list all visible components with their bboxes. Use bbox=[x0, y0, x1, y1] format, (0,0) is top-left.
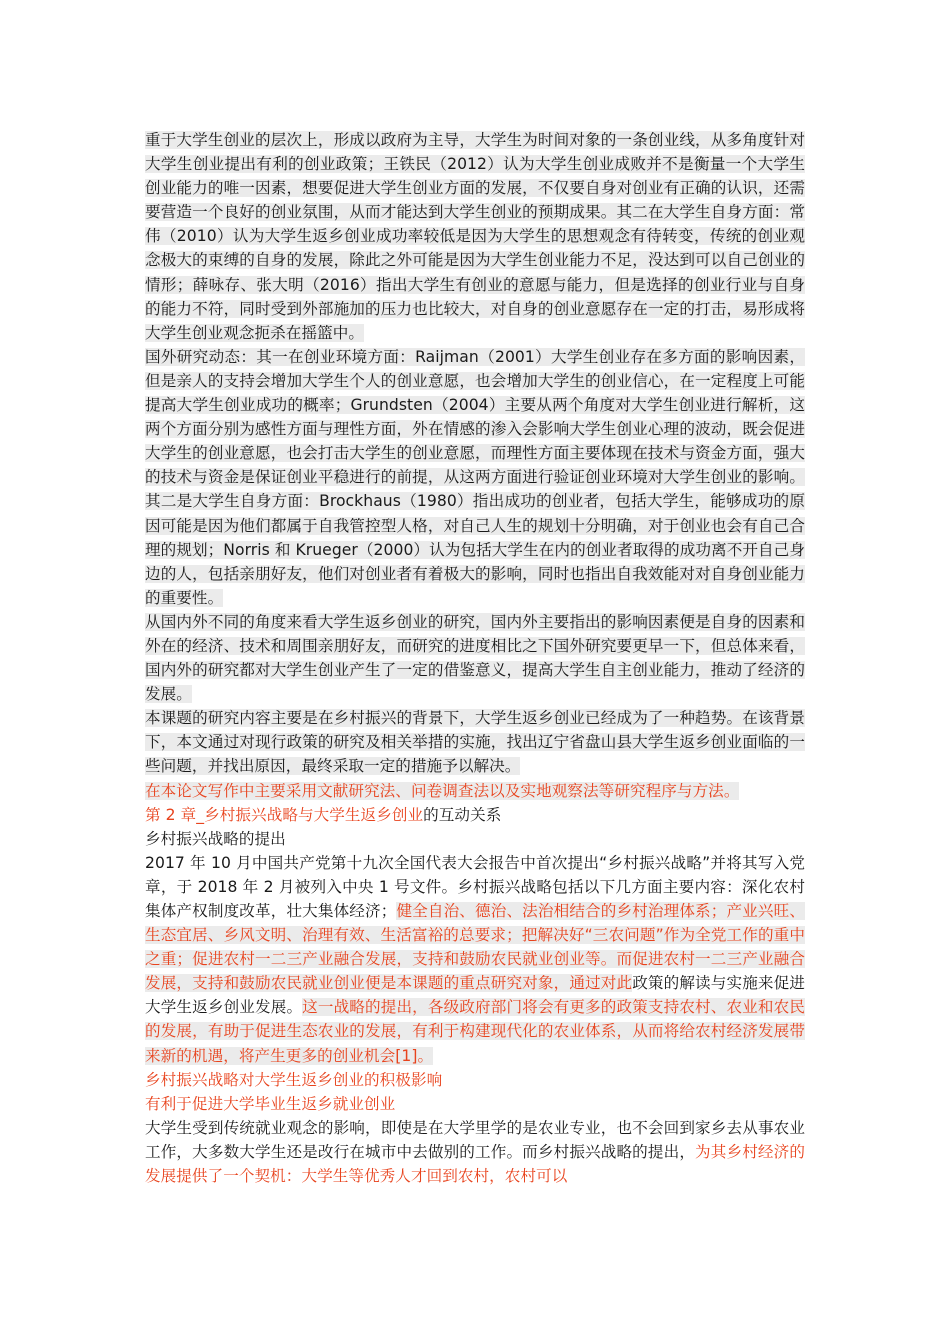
chapter-heading: 第 2 章_乡村振兴战略与大学生返乡创业的互动关系 bbox=[145, 805, 502, 824]
section-heading-impact: 乡村振兴战略对大学生返乡创业的积极影响 bbox=[145, 1070, 443, 1089]
paragraph-employment: 大学生受到传统就业观念的影响，即使是在大学里学的是农业专业，也不会回到家乡去从事农业工作，大多数大学生还是改行在城市中去做别的工作。而乡村振兴战略的提出，为其乡村经济的发展提供了一个契机：大学生等优秀人才回到农村，农村可以 bbox=[145, 1118, 805, 1186]
paragraph-domestic-research: 重于大学生创业的层次上，形成以政府为主导，大学生为时间对象的一条创业线，从多角度针对大学生创业提出有利的创业政策；王铁民（2012）认为大学生创业成败并不是衡量一个大学生创业能力的唯一因素，想要促进大学生创业方面的发展，不仅要自身对创业有正确的认识，还需要营造一个良好的创业氛围，从而才能达到大学生创业的预期成果。其二在大学生自身方面：常伟（2010）认为大学生返乡创业成功率较低是因为大学生的思想观念有待转变，传统的创业观念极大的束缚的自身的发展，除此之外可能是因为大学生创业能力不足，没达到可以自己创业的情形；薛咏存、张大明（2016）指出大学生有创业的意愿与能力，但是选择的创业行业与自身的能力不符，同时受到外部施加的压力也比较大，对自身的创业意愿存在一定的打击，易形成将大学生创业观念扼杀在摇篮中。 bbox=[145, 131, 805, 342]
subsection-heading-employment: 有利于促进大学毕业生返乡就业创业 bbox=[145, 1094, 396, 1113]
paragraph-research-content: 本课题的研究内容主要是在乡村振兴的背景下，大学生返乡创业已经成为了一种趋势。在该背景下，本文通过对现行政策的研究及相关举措的实施，找出辽宁省盘山县大学生返乡创业面临的一些问题，并找出原因，最终采取一定的措施予以解决。 bbox=[145, 709, 805, 776]
paragraph-foreign-research: 国外研究动态：其一在创业环境方面：Raijman（2001）大学生创业存在多方面的影响因素，但是亲人的支持会增加大学生个人的创业意愿，也会增加大学生的创业信心，在一定程度上可能提高大学生创业成功的概率；Grundsten（2004）主要从两个角度对大学生创业进行解析，这两个方面分别为感性方面与理性方面，外在情感的渗入会影响大学生创业心理的波动，既会促进大学生的创业意愿，也会打击大学生的创业意愿，而理性方面主要体现在技术与资金方面，强大的技术与资金是保证创业平稳进行的前提，从这两方面进行验证创业环境对大学生创业的影响。其二是大学生自身方面：Brockhaus（1980）指出成功的创业者，包括大学生，能够成功的原因可能是因为他们都属于自我管控型人格，对自己人生的规划十分明确，对于创业也会有自己合理的规划；Norris 和 Krueger（2000）认为包括大学生在内的创业者取得的成功离不开自己身边的人，包括亲朋好友，他们对创业者有着极大的影响，同时也指出自我效能对对自身创业能力的重要性。 bbox=[145, 347, 805, 607]
paragraph-strategy: 2017 年 10 月中国共产党第十九次全国代表大会报告中首次提出“乡村振兴战略”并将其写入党章，于 2018 年 2 月被列入中央 1 号文件。乡村振兴战略包括以下几方面主要内容：深化农村集体产权制度改革，壮大集体经济；健全自治、德治、法治相结合的乡村治理体系；产业兴旺、生态宜居、乡风文明、治理有效、生活富裕的总要求；把解决好“三农问题”作为全党工作的重中之重；促进农村一二三产业融合发展，支持和鼓励农民就业创业等。而促进农村一二三产业融合发展，支持和鼓励农民就业创业便是本课题的重点研究对象，通过对此政策的解读与实施来促进大学生返乡创业发展。这一战略的提出，各级政府部门将会有更多的政策支持农村、农业和农民的发展，有助于促进生态农业的发展，有利于构建现代化的农业体系，从而将给农村经济发展带来新的机遇，将产生更多的创业机会[1]。 bbox=[145, 853, 805, 1065]
document-body bbox=[145, 128, 805, 1188]
section-heading-strategy: 乡村振兴战略的提出 bbox=[145, 829, 286, 848]
paragraph-comparison: 从国内外不同的角度来看大学生返乡创业的研究，国内外主要指出的影响因素便是自身的因素和外在的经济、技术和周围亲朋好友，而研究的进度相比之下国外研究要更早一下，但总体来看，国内外的研究都对大学生创业产生了一定的借鉴意义，提高大学生自主创业能力，推动了经济的发展。 bbox=[145, 612, 805, 704]
paragraph-methods: 在本论文写作中主要采用文献研究法、问卷调查法以及实地观察法等研究程序与方法。 bbox=[145, 781, 740, 800]
